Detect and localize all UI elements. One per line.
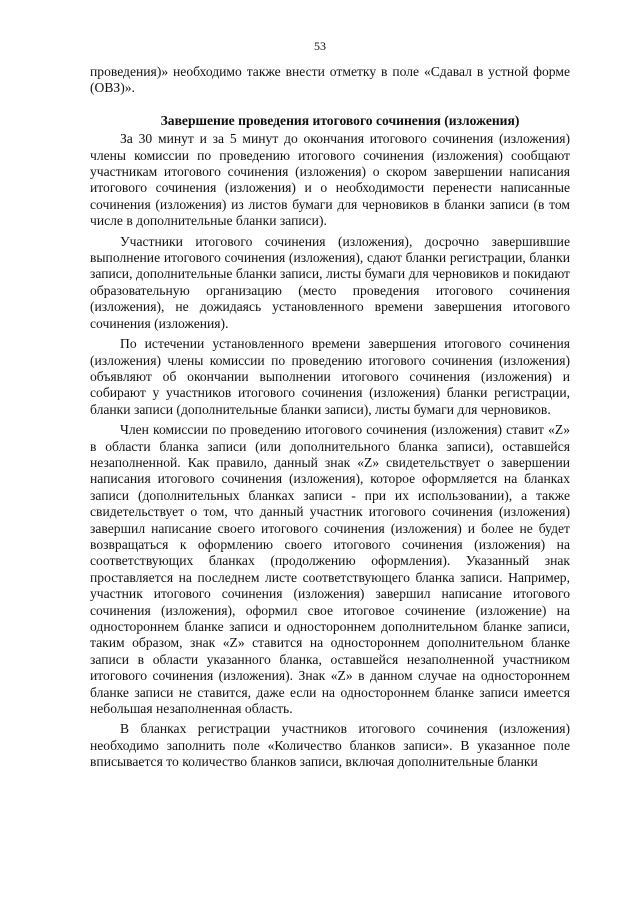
page-number: 53 <box>314 39 326 53</box>
paragraph-z-mark: Член комиссии по проведению итогового сочинения (изложения) ставит «Z» в области бланка записи (или дополнительного бланка записи), оставшейся незаполненной. Как правило, данный знак «Z» свидетельствует о завершении написания итогового сочинения (изложения), которое оформляется на бланках записи (дополнительных бланках записи - при их использовании), а также свидетельствует о том, что данный участник итогового сочинения (изложения) завершил написание своего итогового сочинения (изложения) и более не будет возвращаться к оформлению своего итогового сочинения (изложения) на соответствующих бланках (продолжению оформления). Указанный знак проставляется на последнем листе соответствующего бланка записи. Например, участник итогового сочинения (изложения) завершил написание итогового сочинения (изложения), оформил свое итоговое сочинение (изложение) на одностороннем бланке записи и одностороннем дополнительном бланке записи, таким образом, знак «Z» ставится на одностороннем дополнительном бланке записи в области указанного бланка, оставшейся незаполненной участником итогового сочинения (изложения). Знак «Z» в данном случае на одностороннем бланке записи не ставится, даже если на одностороннем бланке записи имеется небольшая незаполненная область. <box>90 422 570 717</box>
paragraph-early-finish: Участники итогового сочинения (изложения), досрочно завершившие выполнение итогового сочинения (изложения), сдают бланки регистрации, бланки записи, дополнительные бланки записи, листы бумаги для черновиков и покидают образовательную организацию (место проведения итогового сочинения (изложения), не дожидаясь установленного времени завершения итогового сочинения (изложения). <box>90 233 570 331</box>
paragraph-registration-forms: В бланках регистрации участников итогового сочинения (изложения) необходимо заполнить поле «Количество бланков записи». В указанное поле вписывается то количество бланков записи, включая дополнительные бланки <box>90 721 570 770</box>
paragraph-warning-time: За 30 минут и за 5 минут до окончания итогового сочинения (изложения) члены комиссии по проведению итогового сочинения (изложения) сообщают участникам итогового сочинения (изложения) о скором завершении написания итогового сочинения (изложения) и о необходимости перенести написанные сочинения (изложения) из листов бумаги для черновиков в бланки записи (в том числе в дополнительные бланки записи). <box>90 131 570 229</box>
body-text <box>90 64 570 775</box>
section-heading: Завершение проведения итогового сочинения (изложения) <box>160 112 520 128</box>
intro-paragraph: проведения)» необходимо также внести отметку в поле «Сдавал в устной форме (ОВЗ)». <box>90 64 570 96</box>
paragraph-time-expired: По истечении установленного времени завершения итогового сочинения (изложения) члены комиссии по проведению итогового сочинения (изложения) объявляют об окончании выполнении итогового сочинения (изложения) и собирают у участников итогового сочинения (изложения) бланки регистрации, бланки записи (дополнительные бланки записи), листы бумаги для черновиков. <box>90 336 570 417</box>
